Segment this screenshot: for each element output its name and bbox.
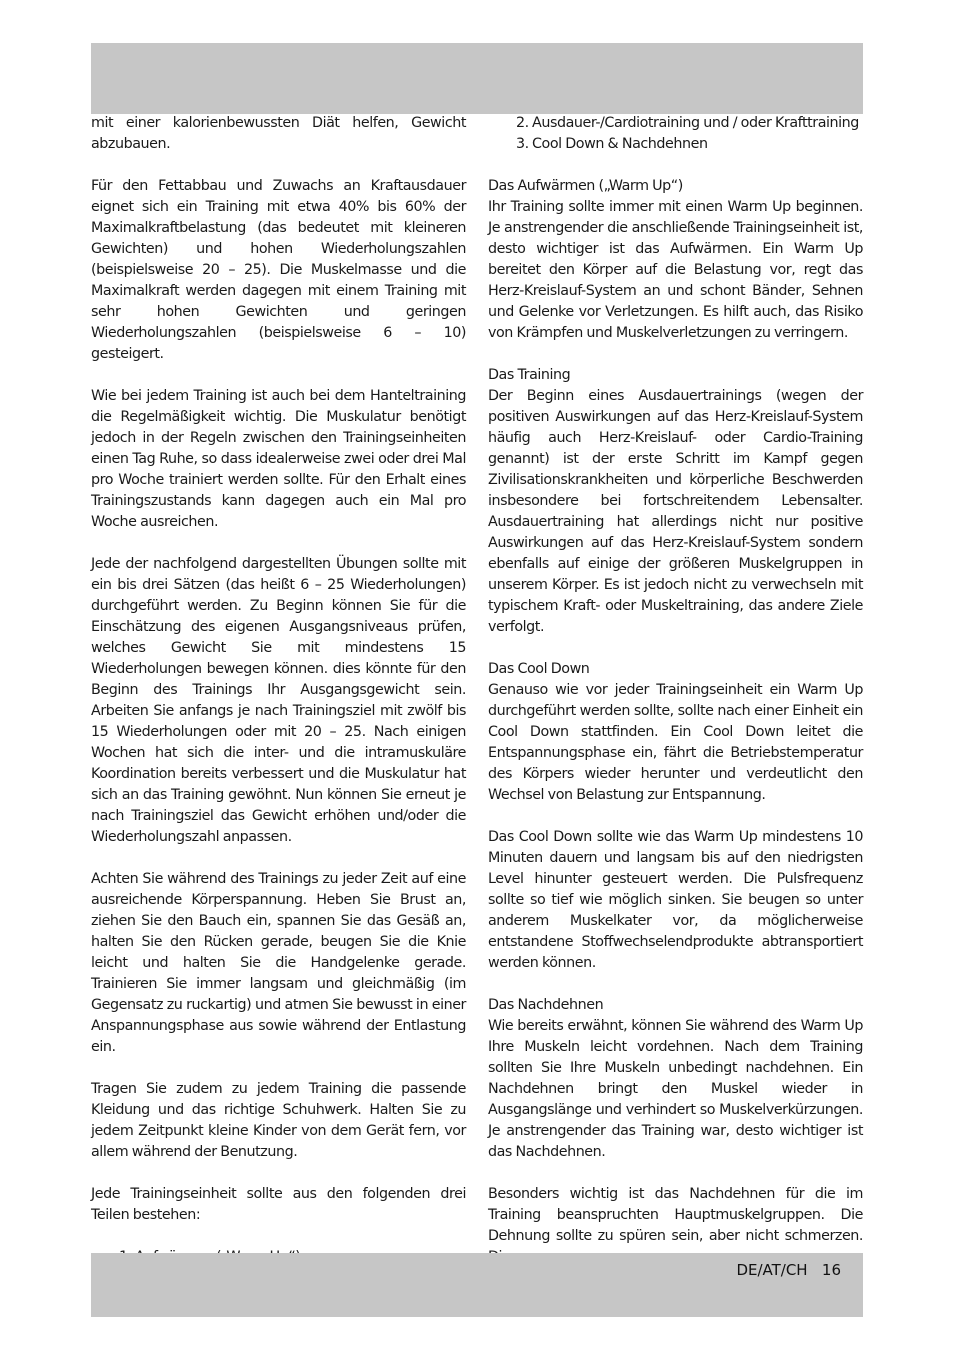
region-label: DE/AT/CH	[736, 1261, 808, 1279]
section-heading-training: Das Training	[488, 367, 571, 383]
paragraph: Besonders wichtig ist das Nachdehnen für die im Training beanspruchten Hauptmuskelgruppen. Die Dehnung sollte zu spüren sein, aber nicht schmerzen.	[488, 1186, 863, 1244]
header-band	[91, 43, 863, 114]
paragraph: Achten Sie während des Trainings zu jeder Zeit auf eine ausreichende Körperspannung. Heben Sie Brust an, ziehen Sie den Bauch ein, spannen Sie das Gesäß an, halten Sie den Rücken gerade, beugen Sie die Knie leicht und halten Sie die Handgelenke gerade. Trainieren Sie immer langsam und gleichmäßig (im Gegensatz zu ruckartig) und atmen Sie bewusst in einer Anspannungsphase aus sowie während der Entlastung ein.	[91, 871, 466, 1055]
footer-band	[91, 1253, 863, 1317]
left-column	[91, 113, 466, 1289]
section-heading-warmup: Das Aufwärmen („Warm Up“)	[488, 178, 683, 194]
paragraph: Wie bei jedem Training ist auch bei dem Hanteltraining die Regelmäßigkeit wichtig. Die Muskulatur benötigt jedoch in der Regeln zwischen den Trainingseinheiten einen Tag Ruhe, so dass idealerweise zwei oder drei Mal pro Woche trainiert werden sollte. Für den Erhalt eines Trainingszustands kann dagegen auch ein Mal pro Woche ausreichen.	[91, 388, 466, 530]
page-number: 16	[821, 1261, 841, 1279]
paragraph: Wie bereits erwähnt, können Sie während des Warm Up Ihre Muskeln leicht vordehnen. Nach dem Training sollten Sie Ihre Muskeln unbedingt nachdehnen. Ein Nachdehnen bringt den Muskel wieder in Ausgangslänge und verhindert so Muskelverkürzungen. Je anstrengender das Training war, desto wichtiger ist das Nachdehnen.	[488, 1018, 863, 1160]
paragraph: Ihr Training sollte immer mit einen Warm Up beginnen. Je anstrengender die anschließende Trainingseinheit ist, desto wichtiger ist das Aufwärmen. Ein Warm Up bereitet den Körper auf die Belastung vor, regt das Herz-Kreislauf-System an und schont Bänder, Sehnen und Gelenke vor Verletzungen. Es hilft auch, das Risiko von Krämpfen und Muskelverletzungen zu verringern.	[488, 199, 863, 341]
paragraph: mit einer kalorienbewussten Diät helfen, Gewicht abzubauen.	[91, 115, 466, 152]
paragraph: Jede der nachfolgend dargestellten Übungen sollte mit ein bis drei Sätzen (das heißt 6 – 25 Wiederholungen) durchgeführt werden. Zu Beginn können Sie für die Einschätzung des eigenen Ausgangsniveaus prüfen, welches Gewicht Sie mit mindestens 15 Wiederholungen bewegen können. dies könnte für den Beginn des Trainings Ihr Ausgangsgewicht sein. Arbeiten Sie anfangs je nach Trainingsziel mit zwölf bis 15 Wiederholungen oder mit 20 – 25. Nach einigen Wochen hat sich die inter- und die intramuskuläre Koordination bereits verbessert und die Muskulatur hat sich an das Training gewöhnt. Nun können Sie erneut je nach Trainingsziel das Gewicht erhöhen und/oder die Wiederholungszahl anpassen.	[91, 556, 466, 845]
page-footer	[736, 1261, 841, 1279]
paragraph: Jede Trainingseinheit sollte aus den folgenden drei Teilen bestehen:	[91, 1186, 466, 1223]
list-item	[516, 134, 863, 155]
list-item	[516, 113, 863, 134]
paragraph: Genauso wie vor jeder Trainingseinheit ein Warm Up durchgeführt werden sollte, sollte nach einer Einheit ein Cool Down stattfinden. Ein Cool Down leitet die Entspannungsphase ein, fährt die Betriebstemperatur des Körpers wieder herunter und verdeutlicht den Wechsel von Belastung zur Entspannung.	[488, 682, 863, 803]
paragraph: Für den Fettabbau und Zuwachs an Kraftausdauer eignet sich ein Training mit etwa 40% bis 60% der Maximalkraftbelastung (das bedeutet mit kleineren Gewichten) und hohen Wiederholungszahlen (beispielsweise 20 – 25). Die Muskelmasse und die Maximalkraft werden dagegen mit einem Training mit sehr hohen Gewichten und geringen Wiederholungszahlen (beispielsweise 6 – 10) gesteigert.	[91, 178, 466, 362]
list-number: 2.	[516, 115, 529, 131]
training-parts-list-continued	[516, 113, 863, 155]
section-heading-stretch: Das Nachdehnen	[488, 997, 604, 1013]
paragraph: Tragen Sie zudem zu jedem Training die passende Kleidung und das richtige Schuhwerk. Halten Sie zu jedem Zeitpunkt kleine Kinder von dem Gerät fern, vor allem während der Benutzung.	[91, 1081, 466, 1160]
paragraph: Das Cool Down sollte wie das Warm Up mindestens 10 Minuten dauern und langsam bis auf den niedrigsten Level hinunter gesteuert werden. Die Pulsfrequenz sollte so tief wie möglich sinken. Sie beugen so unter anderem Muskelkater vor, da möglicherweise entstandene Stoffwechselendprodukte abtransportiert werden können.	[488, 829, 863, 971]
paragraph: Der Beginn eines Ausdauertrainings (wegen der positiven Auswirkungen auf das Herz-Kreislauf-System häufig auch Herz-Kreislauf- oder Cardio-Training genannt) ist der erste Schritt im Kampf gegen Zivilisationskrankheiten und körperliche Beschwerden insbesondere bei fortschreitendem Lebensalter. Ausdauertraining hat allerdings nicht nur positive Auswirkungen auf das Herz-Kreislauf-System sondern ebenfalls auf einige der größeren Muskelgruppen in unserem Körper. Es ist jedoch nicht zu verwechseln mit typischem Kraft- oder Muskeltraining, das andere Ziele verfolgt.	[488, 388, 863, 635]
list-text: Cool Down & Nachdehnen	[532, 136, 708, 152]
list-number: 3.	[516, 136, 529, 152]
list-text: Ausdauer-/Cardiotraining und / oder Krafttraining	[532, 115, 859, 131]
section-heading-cooldown: Das Cool Down	[488, 661, 590, 677]
right-column	[488, 113, 863, 1268]
